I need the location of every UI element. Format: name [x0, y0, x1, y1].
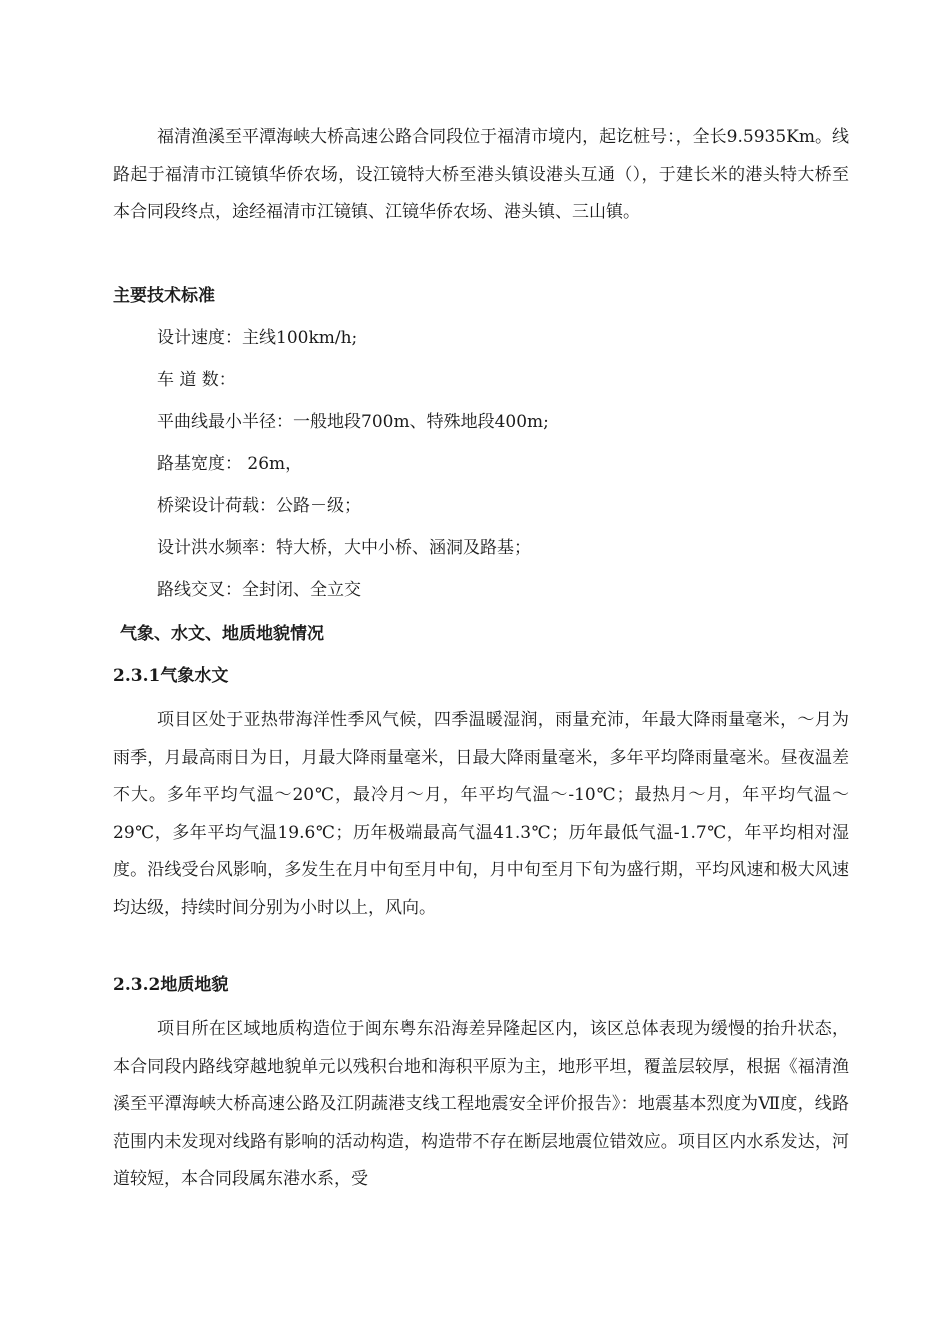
tech-item-crossing: 路线交叉：全封闭、全立交 — [157, 580, 361, 600]
tech-item-design-speed: 设计速度：主线100km/h; — [157, 328, 358, 348]
meteorology-text: 项目区处于亚热带海洋性季风气候，四季温暖湿润，雨量充沛，年最大降雨量毫米，～月为雨季，月最高雨日为日，月最大降雨量毫米，日最大降雨量毫米，多年平均降雨量毫米。昼夜温差不大。多年平均气温～20℃，最冷月～月，年平均气温～-10℃；最热月～月，年平均气温～29℃，多年平均气温19.6℃；历年极端最高气温41.3℃；历年最低气温-1.7℃，年平均相对湿度。沿线受台风影响，多发生在月中旬至月中旬，月中旬至月下旬为盛行期，平均风速和极大风速均达级，持续时间分别为小时以上，风向。 — [113, 710, 849, 918]
meteorology-heading: 2.3.1气象水文 — [113, 666, 229, 686]
geology-text: 项目所在区域地质构造位于闽东粤东沿海差异隆起区内，该区总体表现为缓慢的抬升状态，本合同段内路线穿越地貌单元以残积台地和海积平原为主，地形平坦，覆盖层较厚，根据《福清渔溪至平潭海峡大桥高速公路及江阴蔬港支线工程地震安全评价报告》：地震基本烈度为Ⅶ度，线路范围内未发现对线路有影响的活动构造，构造带不存在断层地震位错效应。项目区内水系发达，河道较短，本合同段属东港水系，受 — [113, 1019, 849, 1189]
geology-heading: 2.3.2地质地貌 — [113, 975, 229, 995]
intro-paragraph — [113, 119, 849, 232]
geology-paragraph — [113, 1011, 849, 1199]
env-heading: 气象、水文、地质地貌情况 — [120, 624, 324, 644]
tech-item-bridge-load: 桥梁设计荷载：公路－级； — [157, 496, 361, 516]
tech-item-lanes: 车 道 数： — [157, 370, 236, 390]
meteorology-paragraph — [113, 702, 849, 927]
intro-text: 福清渔溪至平潭海峡大桥高速公路合同段位于福清市境内，起讫桩号：，全长9.5935Km。线路起于福清市江镜镇华侨农场，设江镜特大桥至港头镇设港头互通（），于建长米的港头特大桥至本合同段终点，途经福清市江镜镇、江镜华侨农场、港头镇、三山镇。 — [113, 127, 849, 222]
tech-item-curve-radius: 平曲线最小半径：一般地段700m、特殊地段400m; — [157, 412, 549, 432]
tech-item-flood-frequency: 设计洪水频率：特大桥，大中小桥、涵洞及路基； — [157, 538, 531, 558]
tech-item-roadbed-width: 路基宽度： 26m， — [157, 454, 303, 474]
tech-standards-heading: 主要技术标准 — [113, 286, 215, 306]
